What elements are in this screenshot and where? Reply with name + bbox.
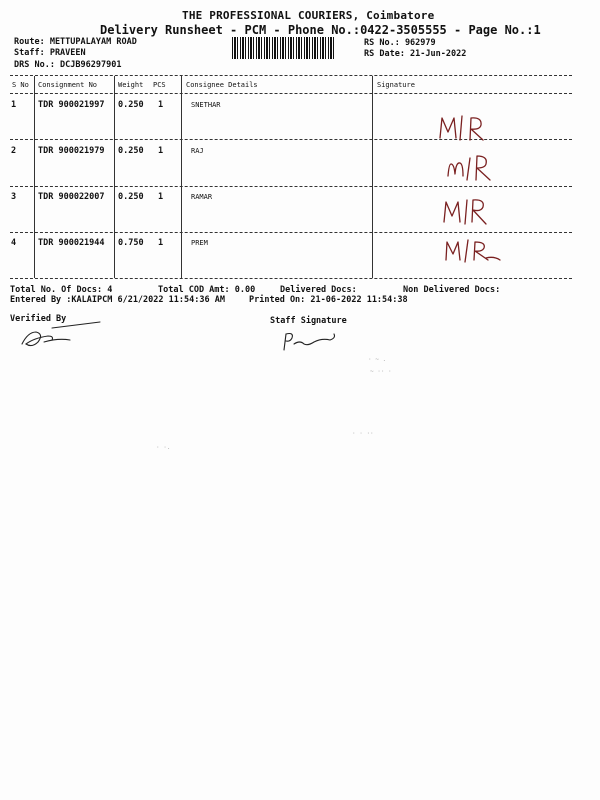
delivered-docs: Delivered Docs: (280, 285, 357, 295)
col-header-signature: Signature (377, 81, 415, 89)
row-weight: 0.250 (118, 192, 144, 202)
row-pcs: 1 (158, 100, 164, 110)
table-top-rule (10, 75, 572, 76)
staff-signature-label: Staff Signature (270, 316, 347, 326)
col-header-consignment: Consignment No (38, 81, 98, 89)
row-rule (10, 186, 572, 187)
handwritten-signature (436, 112, 496, 144)
handwritten-signature (442, 236, 504, 264)
bleed-through-mark: · · ·· (352, 430, 374, 437)
row-weight: 0.250 (118, 146, 144, 156)
column-divider (372, 76, 373, 278)
col-header-sno: S No (12, 81, 29, 89)
col-header-pcs: PCS (153, 81, 166, 89)
row-consignment: TDR 900022007 (38, 192, 105, 202)
row-consignee: PREM (191, 239, 208, 247)
row-weight: 0.750 (118, 238, 144, 248)
runsheet-subtitle: Delivery Runsheet - PCM - Phone No.:0422-3505555 - Page No.:1 (100, 23, 541, 37)
handwritten-signature (440, 194, 496, 228)
row-consignment: TDR 900021944 (38, 238, 105, 248)
route-label: Route: METTUPALAYAM ROAD (14, 37, 137, 47)
row-sno: 4 (11, 238, 17, 248)
column-divider (34, 76, 35, 278)
row-pcs: 1 (158, 146, 164, 156)
row-pcs: 1 (158, 192, 164, 202)
table-bottom-rule (10, 278, 572, 279)
total-cod: Total COD Amt: 0.00 (158, 285, 256, 295)
non-delivered-docs: Non Delivered Docs: (403, 285, 501, 295)
row-sno: 3 (11, 192, 17, 202)
row-consignment: TDR 900021979 (38, 146, 105, 156)
barcode (232, 37, 336, 59)
row-rule (10, 232, 572, 233)
printed-on: Printed On: 21-06-2022 11:54:38 (249, 295, 408, 305)
verified-by-label: Verified By (10, 314, 67, 324)
staff-label: Staff: PRAVEEN (14, 48, 86, 58)
bleed-through-mark: · ·. (156, 444, 171, 451)
row-consignee: RAJ (191, 147, 204, 155)
verifier-signature (14, 318, 106, 352)
row-consignee: RAMAR (191, 193, 213, 201)
bleed-through-mark: · ~ . (368, 356, 387, 363)
col-header-weight: Weight (118, 81, 144, 89)
row-weight: 0.250 (118, 100, 144, 110)
row-sno: 2 (11, 146, 17, 156)
row-sno: 1 (11, 100, 17, 110)
table-header-rule (10, 93, 572, 94)
column-divider (181, 76, 182, 278)
rs-date: RS Date: 21-Jun-2022 (364, 49, 467, 59)
entered-by: Entered By :KALAIPCM 6/21/2022 11:54:36 AM (10, 295, 225, 305)
row-consignee: SNETHAR (191, 101, 221, 109)
column-divider (114, 76, 115, 278)
drs-number: DRS No.: DCJB96297901 (14, 60, 122, 70)
total-docs: Total No. Of Docs: 4 (10, 285, 113, 295)
staff-signature (278, 326, 342, 354)
company-title: THE PROFESSIONAL COURIERS, Coimbatore (182, 9, 435, 22)
row-pcs: 1 (158, 238, 164, 248)
row-consignment: TDR 900021997 (38, 100, 105, 110)
handwritten-signature (444, 150, 500, 186)
col-header-consignee: Consignee Details (186, 81, 258, 89)
bleed-through-mark: ~ ·· · (370, 368, 392, 375)
rs-number: RS No.: 962979 (364, 38, 436, 48)
